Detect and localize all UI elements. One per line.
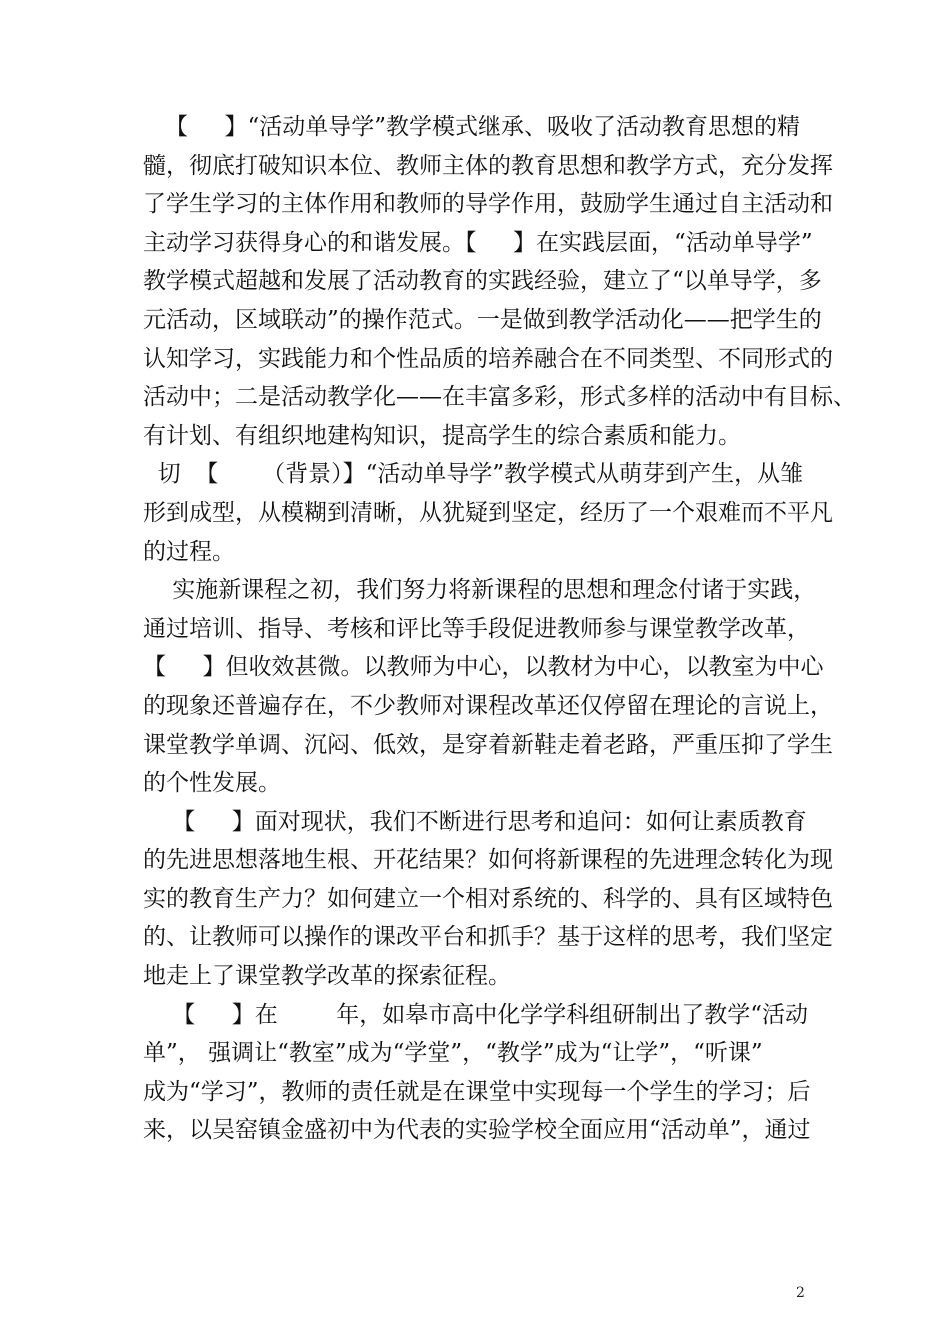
text-line: 地走上了课堂教学改革的探索征程。 [143, 963, 511, 990]
text-line: 课堂教学单调、沉闷、低效，是穿着新鞋走着老路，严重压抑了学生 [143, 731, 833, 758]
body-text [143, 108, 856, 1150]
text-line: 通过培训、指导、考核和评比等手段促进教师参与课堂教学改革， [143, 615, 810, 642]
text-line: 成为“学习”，教师的责任就是在课堂中实现每一个学生的学习；后 [143, 1078, 811, 1105]
text-line: 实的教育生产力？如何建立一个相对系统的、科学的、具有区域特色 [143, 885, 833, 912]
text-line: 髓，彻底打破知识本位、教师主体的教育思想和教学方式，充分发挥 [143, 152, 833, 179]
text-line: 的过程。 [143, 538, 235, 565]
text-line: 【 】“活动单导学”教学模式继承、吸收了活动教育思想的精 [143, 114, 801, 140]
text-line: 了学生学习的主体作用和教师的导学作用，鼓励学生通过自主活动和 [143, 191, 833, 218]
text-line: 认知学习，实践能力和个性品质的培养融合在不同类型、不同形式的 [143, 345, 833, 372]
text-line: 主动学习获得身心的和谐发展。【 】在实践层面，“活动单导学” [143, 229, 813, 256]
text-line: 的、让教师可以操作的课改平台和抓手？基于这样的思考，我们坚定 [143, 924, 833, 951]
page-number: 2 [796, 1285, 805, 1301]
text-line: 【 】在 年，如皋市高中化学学科组研制出了教学“活动 [143, 1001, 809, 1028]
text-line: 活动中；二是活动教学化——在丰富多彩，形式多样的活动中有目标、 [143, 384, 856, 411]
text-line: 切 【 （背景）】“活动单导学”教学模式从萌芽到产生，从雏 [143, 461, 804, 488]
text-line: 有计划、有组织地建构知识，提高学生的综合素质和能力。 [143, 422, 741, 449]
text-line: 【 】面对现状，我们不断进行思考和追问：如何让素质教育 [143, 808, 807, 835]
text-line: 的现象还普遍存在，不少教师对课程改革还仅停留在理论的言说上， [143, 692, 833, 719]
text-line: 单”， 强调让“教室”成为“学堂”，“教学”成为“让学”，“听课” [143, 1040, 763, 1067]
text-line: 元活动，区域联动”的操作范式。一是做到教学活动化——把学生的 [143, 306, 822, 333]
text-line: 形到成型，从模糊到清晰，从犹疑到坚定，经历了一个艰难而不平凡 [143, 499, 833, 526]
text-line: 来，以吴窑镇金盛初中为代表的实验学校全面应用“活动单”，通过 [143, 1117, 811, 1144]
text-line: 的先进思想落地生根、开花结果？如何将新课程的先进理念转化为现 [143, 847, 833, 874]
text-line: 的个性发展。 [143, 770, 281, 797]
text-line: 教学模式超越和发展了活动教育的实践经验，建立了“以单导学，多 [143, 268, 822, 295]
text-line: 【 】但收效甚微。以教师为中心，以教材为中心，以教室为中心 [143, 654, 824, 681]
text-line: 实施新课程之初，我们努力将新课程的思想和理念付诸于实践， [143, 577, 817, 604]
